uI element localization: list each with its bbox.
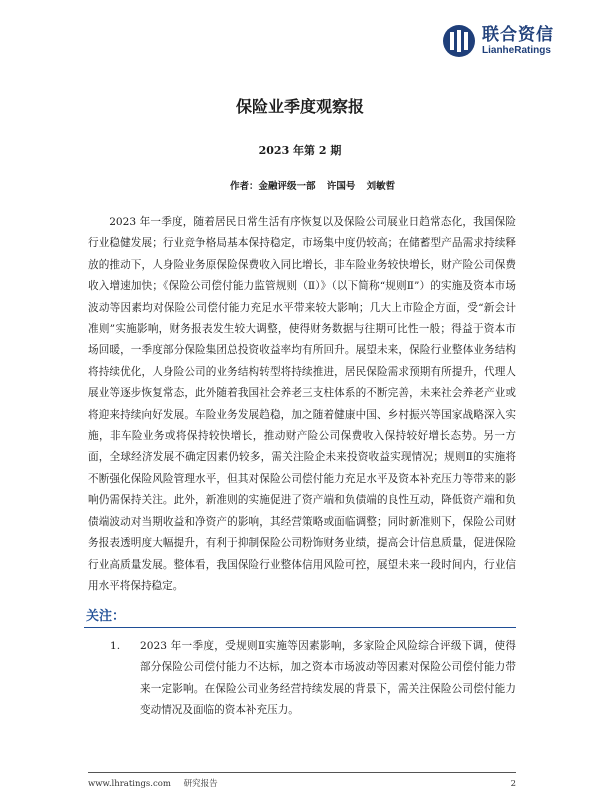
page-number: 2 (510, 779, 516, 789)
footer-divider (88, 772, 516, 773)
logo-chinese-name: 联合资信 (482, 25, 554, 45)
footer-label: 研究报告 (183, 779, 218, 789)
issue-number: 2023 年第 2 期 (258, 144, 342, 157)
footer (88, 779, 228, 790)
logo (442, 24, 554, 58)
focus-divider (84, 627, 516, 628)
focus-item-text: 2023 年一季度，受规则Ⅱ实施等因素影响，多家险企风险综合评级下调，使得部分保险公司偿付能力不达标，加之资本市场波动等因素对保险公司偿付能力带来一定影响。在保险公司业务经营持续发展的背景下，需关注保险公司偿付能力变动情况及面临的资本补充压力。 (140, 640, 516, 717)
lianhe-logo-icon (442, 24, 476, 58)
focus-list-item (100, 636, 516, 722)
footer-url[interactable]: www.lhratings.com (88, 779, 171, 789)
author-label: 作者：金融评级一部 (230, 181, 316, 192)
focus-item-number: 1. (110, 640, 121, 652)
summary-paragraph: 2023 年一季度，随着居民日常生活有序恢复以及保险公司展业日趋常态化，我国保险行业稳健发展；行业竞争格局基本保持稳定，市场集中度仍较高；在储蓄型产品需求持续释放的推动下，人身险业务原保险保费收入同比增长，非车险业务较快增长，财产险公司保费收入增速加快；《保险公司偿付能力监管规则（Ⅱ）》（以下简称“规则Ⅱ”）的实施及资本市场波动等因素均对保险公司偿付能力充足水平带来较大影响；几大上市险企方面，受“新会计准则”实施影响，财务报表发生较大调整，使得财务数据与往期可比性一般；得益于资本市场回暖，一季度部分保险集团总投资收益率均有所回升。展望未来，保险行业整体业务结构将持续优化，人身险公司的业务结构转型将持续推进，居民保险需求预期有所提升，代理人展业等逐步恢复常态，此外随着我国社会养老三支柱体系的不断完善，未来社会养老产业或将迎来持续向好发展。车险业务发展趋稳，加之随着健康中国、乡村振兴等国家战略深入实施，非车险业务或将保持较快增长，推动财产险公司保费收入保持较好增长态势。另一方面，全球经济发展不确定因素仍较多，需关注险企未来投资收益实现情况；规则Ⅱ的实施将不断强化保险风险管理水平，但其对保险公司偿付能力充足水平及资本补充压力等带来的影响仍需保持关注。此外，新准则的实施促进了资产端和负债端的良性互动，降低资产端和负债端波动对当期收益和净资产的影响，其经营策略或面临调整；同时新准则下，保险公司财务报表透明度大幅提升，有利于抑制保险公司粉饰财务业绩，提高会计信息质量，促进保险行业高质量发展。整体看，我国保险行业整体信用风险可控，展望未来一段时间内，行业信用水平将保持稳定。 (88, 216, 516, 592)
page-title: 保险业季度观察报 (235, 97, 364, 116)
author-line (230, 181, 403, 193)
logo-english-name: LianheRatings (482, 45, 551, 56)
author-name-2: 刘敏哲 (366, 181, 396, 192)
focus-heading: 关注： (86, 609, 126, 624)
author-name-1: 许国号 (326, 181, 356, 192)
